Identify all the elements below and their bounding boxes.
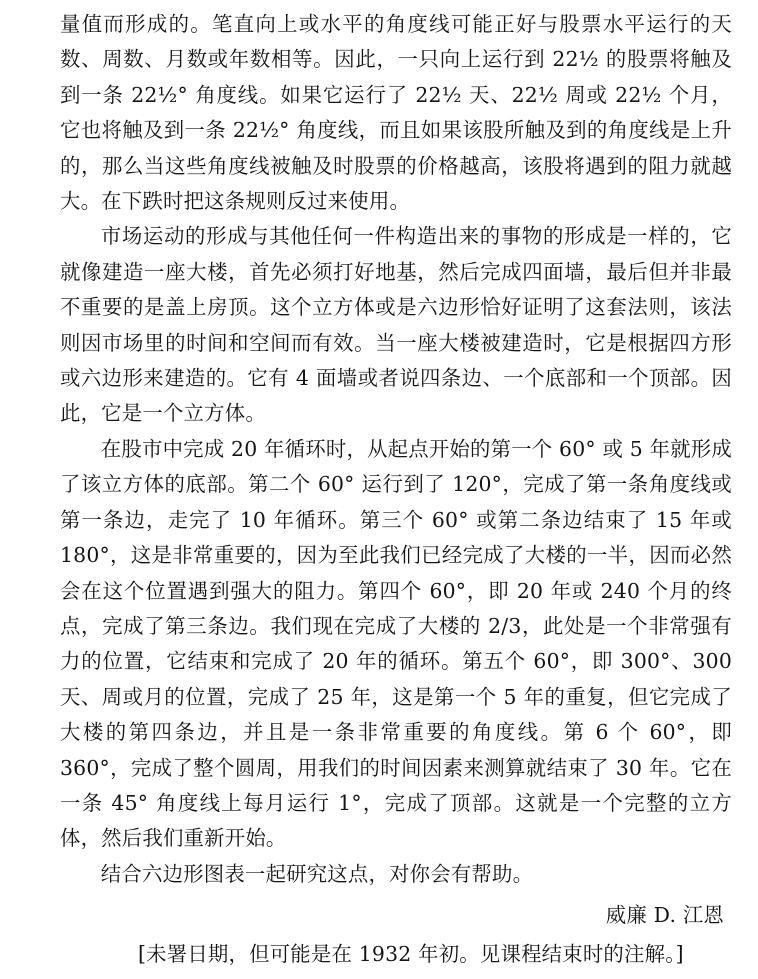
paragraph-2: 市场运动的形成与其他任何一件构造出来的事物的形成是一样的，它就像建造一座大楼，首先必须打好地基，然后完成四面墙，最后但并非最不重要的是盖上房顶。这个立方体或是六边形恰好证明了这套法则，该法则因市场里的时间和空间而有效。当一座大楼被建造时，它是根据四方形或六边形来建造的。它有 4 面墙或者说四条边、一个底部和一个顶部。因此，它是一个立方体。 xyxy=(60,224,732,426)
date-footnote: [未署日期，但可能是在 1932 年初。见课程结束时的注解。] xyxy=(138,942,684,966)
author-signature: 威廉 D. 江恩 xyxy=(605,903,724,927)
paragraph-1: 量值而形成的。笔直向上或水平的角度线可能正好与股票水平运行的天数、周数、月数或年数相等。因此，一只向上运行到 22½ 的股票将触及到一条 22½° 角度线。如果它运行了 22½ 天、22½ 周或 22½ 个月，它也将触及到一条 22½° 角度线，而且如果该股所触及到的角度线是上升的，那么当这些角度线被触及时股票的价格越高，该股将遇到的阻力就越大。在下跌时把这条规则反过来使用。 xyxy=(60,12,732,214)
paragraph-3: 在股市中完成 20 年循环时，从起点开始的第一个 60° 或 5 年就形成了该立方体的底部。第二个 60° 运行到了 120°，完成了第一条角度线或第一条边，走完了 10 年循环。第三个 60° 或第二条边结束了 15 年或 180°，这是非常重要的，因为至此我们已经完成了大楼的一半，因而必然会在这个位置遇到强大的阻力。第四个 60°，即 20 年或 240 个月的终点，完成了第三条边。我们现在完成了大楼的 2/3，此处是一个非常强有力的位置，它结束和完成了 20 年的循环。第五个 60°，即 300°、300 天、周或月的位置，完成了 25 年，这是第一个 5 年的重复，但它完成了大楼的第四条边，并且是一条非常重要的角度线。第 6 个 60°，即 360°，完成了整个圆周，用我们的时间因素来测算就结束了 30 年。它在一条 45° 角度线上每月运行 1°，完成了顶部。这就是一个完整的立方体，然后我们重新开始。 xyxy=(60,436,732,851)
paragraph-4: 结合六边形图表一起研究这点，对你会有帮助。 xyxy=(100,861,534,886)
